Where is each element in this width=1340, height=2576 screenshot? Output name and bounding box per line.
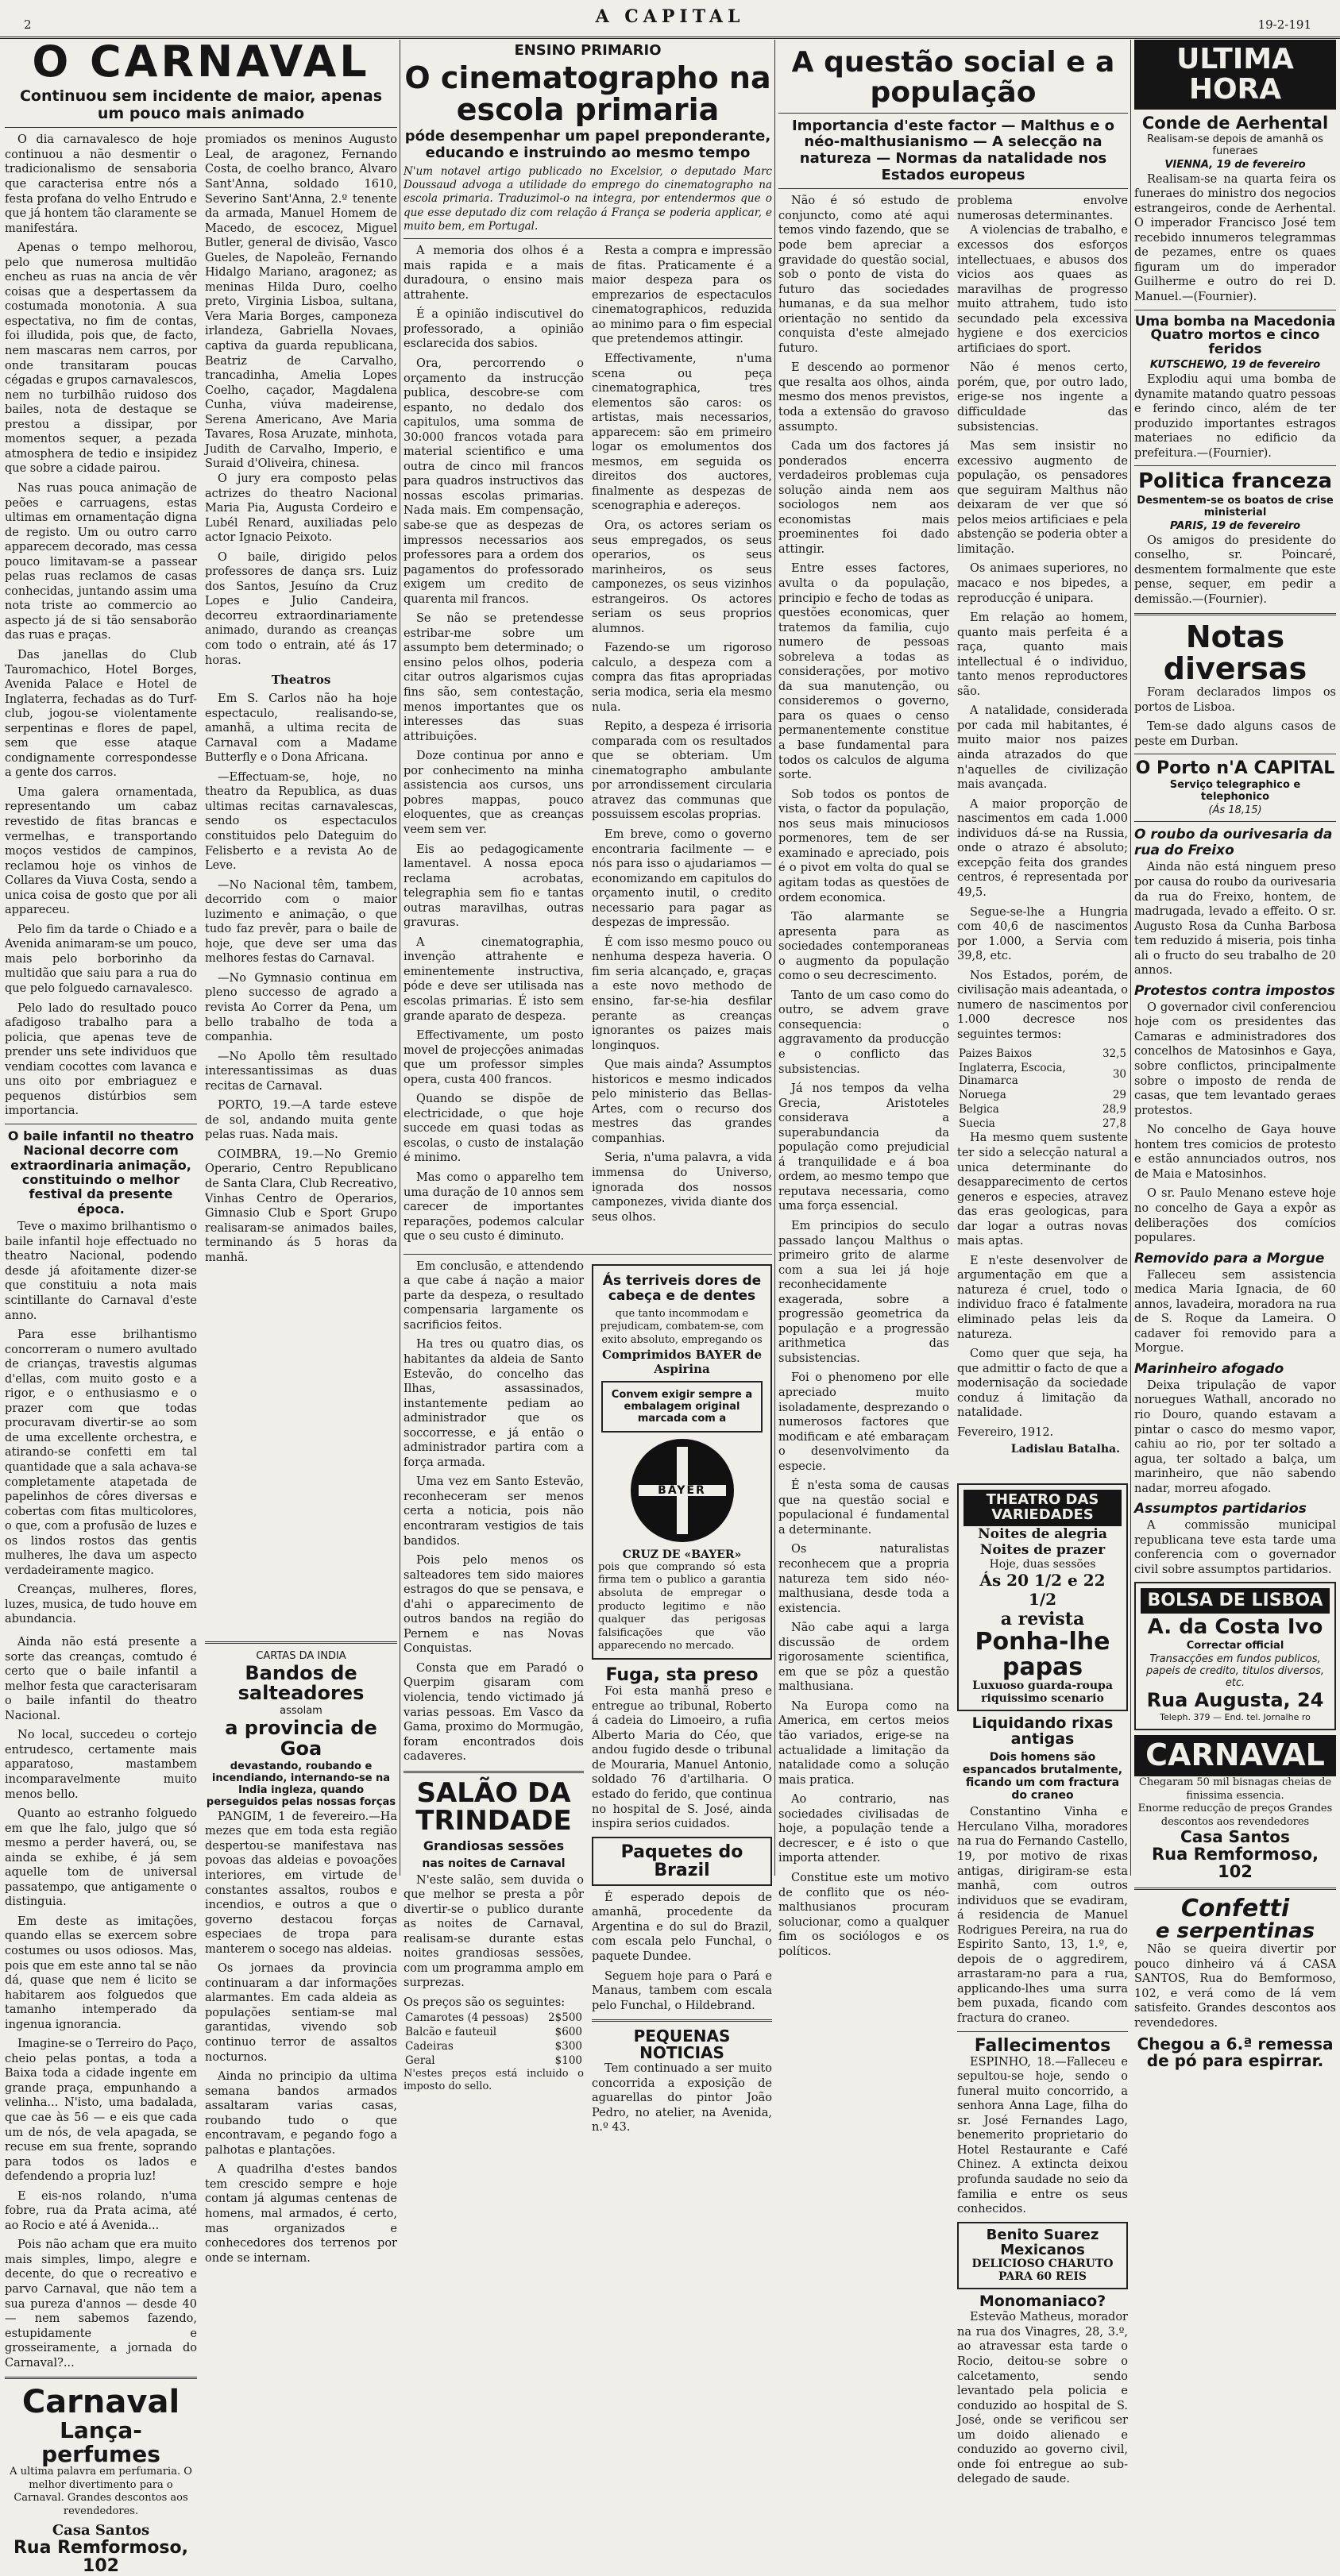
paragraph: Segue-se-lhe a Hungria com 40,6 de nascimentos por 1.000, a Servia com 39,8, etc. [957,905,1128,963]
carnaval-headline: O CARNAVAL [32,37,370,87]
paragraph: Foram declarados limpos os portos de Lisboa. [1134,686,1336,714]
paragraph: Uma vez em Santo Estevão, reconheceram ser menos certa a noticia, pois não encontraram vestigios de tais bandidos. [404,1475,584,1548]
questao-lower [778,1479,1128,2492]
paragraph: Para esse brilhantismo concorreram o numero avultado de crianças, travestis algumas d'ellas, com muito gosto e a rigor, e o enthusiasmo e o prazer com que todas procuravam divertir-se ao som de uma excellente orchestra, e atirando-se confetti em tal quantidade que a sala achava-se completamente atapetada de papelinhos de côres diversas e cobertas com fitas multicolores, o que, com a profusão de luzes e os lindos rostos das gentis mulheres, lhe dava um aspecto verdadeiramente magico. [5,1328,197,1577]
porto-time: (Ás 18,15) [1208,804,1262,817]
paragraph: Teve o maximo brilhantismo o baile infantil hoje effectuado no theatro Nacional, podendo desde já afoitamente dizer-se que constituiu a nota mais scintillante do Carnaval d'este anno. [5,1221,197,1322]
paragraph: Seguem hoje para o Pará e Manaus, tambem com escala pelo Funchal, o Hildebrand. [592,1969,772,2012]
bayer-notice-box [601,1381,763,1433]
paragraph: —No Nacional têm, tambem, decorrido com o maior luzimento e animação, o que tudo faz prevêr, para o baile de hoje, que deve ser uma das melhores festas do Carnaval. [205,878,397,966]
divider [5,2377,197,2379]
paragraph: —No Apollo têm resultado interessantissimas as duas recitas de Carnaval. [205,1050,397,1093]
salao-subhead: Grandiosas sessões [423,1838,565,1854]
paragraph: Pelo lado do resultado pouco afadigoso trabalho para a policia, que apenas teve de prender uns sete individuos que vendiam cocottes com lavanca e uns oito por embriaguez e pequenos distúrbios sem importancia. [5,1001,197,1118]
bolsa-text: Transacções em fundos publicos, papeis de credito, titulos diversos, etc. [1145,1652,1325,1689]
paragraph: N'este salão, sem duvida o que melhor se presta a pôr divertir-se o publico durante as noites de Carnaval, realisam-se durante estas noites grandiosas sessões, com um programma amplo em surprezas. [404,1873,584,1990]
theatro-title: THEATRO DAS VARIEDADES [963,1490,1122,1526]
paragraph: Em deste as imitações, quando ellas se exercem sobre costumes ou usos odiosos. Mas, pois que em este anno tal se não dá, quase que nem é licito se habitarem aos folguedos que tamanho intemperado da ingenua ignorancia. [5,1915,197,2031]
paragraph: Os animaes superiores, no macaco e nos bipedes, a reproducção é unipara. [957,562,1128,605]
ultima-subhead: Conde de Aerhental [1141,113,1329,133]
paragraph: Nos Estados, porém, de civilisação mais adeantada, o numero de nascimentos por 1.000 decresce nos seguintes termos: [957,969,1128,1041]
notas-headline: Notas diversas [1163,619,1307,687]
liquidando-headline: Liquidando rixas antigas [971,1714,1114,1748]
price-label: Camarotes (4 pessoas) [405,2011,529,2024]
questao-subhead: Importancia d'este factor — Malthus e o néo-malthusianismo — A selecção na natureza — Normas da natalidade nos Estados europeus [791,117,1115,183]
divider [205,1641,397,1644]
cinema-left [404,244,584,1249]
paragraph: E n'este desenvolver de argumentação em que a natureza é cruel, todo o individuo fraco é fatalmente eliminado pelas leis da natureza. [957,1254,1128,1341]
column-rule [1130,40,1131,1876]
cartas-subhead: assolam [280,1705,322,1718]
column-cinematographo [404,40,772,2134]
divider [1134,465,1336,466]
price-row [404,2039,584,2053]
paragraph: O governador civil conferenciou hoje com os presidentes das Camaras e administradores dos concelhos de Matosinhos e Gaya, sobre conflictos, principalmente sobre o imposto de renda de casas, que tem levantado geraes protestos. [1134,1001,1336,1117]
questao-body [778,194,1128,1479]
questao-right [957,194,1128,1479]
stats-country: Noruega [959,1089,1006,1102]
ultima-deck: Realisam-se depois de amanhã os funeraes [1147,133,1323,157]
paquetes-box [592,1837,772,1886]
divider [1134,821,1336,822]
salao-headline: SALÃO DA TRINDADE [415,1776,572,1838]
paragraph: Quanto ao estranho folguedo em que lhe falo, julgo que só mesmo a perder haverá, ou, se ainda se exhibe, é já sem aquelle tom de universal passatempo, que antigamente o distinguia. [5,1807,197,1909]
paragraph: Na Europa como na America, em certos meios tão variados, erige-se na actualidade a limitação da natalidade como a solução mais pratica. [778,1699,949,1787]
paquetes-headline: Paquetes do Brazil [620,1841,743,1880]
paragraph: Eis ao pedagogicamente lamentavel. A nossa epoca reclama acrobatas, telegraphia sem fio e tantas outras maravilhas, outras gravuras. [404,843,584,930]
cinema-lower-left [404,1259,584,2140]
dateline: KUTSCHEWO, 19 de fevereiro [1149,359,1321,372]
cartas-headline: Bandos de salteadores [237,1662,365,1705]
bolsa-phone: Teleph. 379 — End. tel. Jornalhe ro [1160,1712,1311,1723]
column-carnaval [5,37,397,2576]
paragraph: Pois pelo menos os salteadores tem sido maiores estragos do que se pensava, e d'ahi o apparecimento de outros bandos na região do Pernem e nas Novas Conquistas. [404,1554,584,1656]
cinema-body [404,244,772,1249]
paragraph: Nas ruas pouca animação de peões e carruagens, estas ultimas em ornamentação digna de registo. Um ou outro carro apparecem decorado, mas cessa pouco limitavam-se a passear pelas ruas reclamos de casas conhecidas, juntando assim uma nota triste ao commercio ao aspecto já de si tão sensaborão das ruas e praças. [5,481,197,642]
ad-text: A ultima palavra em perfumaria. O melhor divertimento para o Carnaval. Grandes descontos aos revendedores. [10,2466,192,2517]
stats-value: 30 [1112,1068,1126,1082]
divider [404,1771,584,1773]
paragraph: Ainda não está presente a sorte das creanças, comtudo é certo que o baile infantil a melhor festa que caracterisaram o baile infantil do theatro Nacional. [5,1636,197,1722]
theatro-line: Hoje, duas sessões [989,1558,1096,1571]
carnaval-ad-text: Chegaram 50 mil bisnagas cheias de finissima essencia. [1138,1776,1332,1802]
stats-value: 28,9 [1102,1103,1126,1116]
stats-row [957,1061,1128,1088]
bolsa-name: A. da Costa Ivo [1147,1614,1323,1639]
paragraph: E eis-nos rolando, n'uma fobre, rua da Prata acima, até ao Rocio e até á Avenida... [5,2189,197,2232]
paragraph: Não cabe aqui a larga discussão de ordem rigorosamente scientifica, em que se pôz a questão malthusiana. [778,1622,949,1694]
paragraph: Ainda no principio da ultima semana bandos armados assaltaram varias casas, roubando tudo o que encontravam, e pegando fogo a palhotas e plantações. [205,2070,397,2157]
page-number: 2 [24,17,32,32]
paragraph: Tanto de um caso como do outro, se advem grave consequencia: o aggravamento da producção e o conflicto das subsistencias. [778,989,949,1076]
roubo-headline: O roubo da ourivesaria da rua do Freixo [1134,827,1333,859]
theatro-tagline: Luxuoso guarda-roupa riquissimo scenario [972,1679,1113,1706]
partidarios-headline: Assumptos partidarios [1134,1501,1307,1517]
section-label: CARTAS DA INDIA [256,1650,346,1663]
prices-heading: Os preços são os seguintes: [404,1996,566,2009]
paragraph: Os naturalistas reconhecem que a propria natureza tem sido néo-malthusiana, desde toda a existencia. [778,1543,949,1615]
price-value: $100 [554,2053,582,2067]
paragraph: Já nos tempos da velha Grecia, Aristoteles considerava a superabundancia da população como prejudicial á tranquilidade e á boa ordem, ao mesmo tempo que reputava necessaria, como uma força essencial. [778,1082,949,1213]
cartas-india [205,1635,397,2575]
macedonia-subhead: Quatro mortos e cinco feridos [1150,327,1320,358]
paragraph: Das janellas do Club Tauromachico, Hotel Borges, Avenida Palace e Hotel de Inglaterra, fechadas as do Turf-club, jogou-se violentamente serpentinas e flores de papel, sem que esse ataque condignamente correspondesse a gente dos carros. [5,648,197,780]
confetti-footer: Chegou a 6.ª remessa de pó para espirrar. [1137,2034,1334,2070]
coimbra-dispatch: COIMBRA, 19.—No Gremio Operario, Centro Republicano de Santa Clara, Club Recreativo, Vinhas Centro de Operarios, Gimnasio Club e Sport Grupo realisaram-se animados bailes, terminando ás 5 horas da manhã. [205,1147,397,1264]
paragraph: Constantino Vinha e Herculano Vilha, moradores na rua do Fernando Castello, 19, por motivo de rixas antigas, dirigiram-se esta manhã, com outros individuos que se evadiram, á residencia de Manuel Rodrigues Pereira, na rua do Espirito Santo, 13, 1.º, e, depois de o aggredirem, arrastaram-no para a rua, applicando-lhes uma surra bem puxada, ficando com fractura do craneo. [957,1806,1128,2025]
carnaval-right [205,133,397,1632]
carnaval-ad-text-2: Enorme reducção de preços Grandes descontos aos revendedores [1137,1803,1333,1828]
cinema-intro: N'um notavel artigo publicado no Excelsior, o deputado Marc Doussaud advoga a utilidade do emprego do cinematographo na escola primaria. Traduzimol-o na integra, por entendermos que o que esse deputado diz com relação á França se poderia applicar, e muito bem, em Portugal. [404,164,772,233]
paragraph: promiados os meninos Augusto Leal, de aragonez, Fernando Costa, de coelho branco, Alvaro Sant'Anna, soldado 1610, Severino Sant'Anna, 2.º tenente da armada, Manuel Homem de Macedo, de escocez, Miguel Butler, general de divisão, Vasco Gueles, de Napoleão, Fernando Hidalgo Mariano, aragonez; as meninas Hilda Duro, coelho preto, Virginia Lisboa, sultana, Vera Maria Borges, camponeza irlandeza, Gabriella Novaes, captiva da guarda republicana, Beatriz de Carvalho, trancadinha, Amelia Lopes Coelho, caçador, Magdalena Cunha, viúva madeirense, Serena Americano, Ave Maria Tavares, Rosa Aruzate, minhota, Judith de Carvalho, Imperio, e Suraid d'Oliveira, chinesa. [205,133,397,471]
column-questao-social [778,40,1128,2486]
paragraph: E descendo ao pormenor que resalta aos olhos, ainda mesmo dos menos previstos, toda a extensão do gravoso assumpto. [778,361,949,434]
paragraph: O jury era composto pelas actrizes do theatro Nacional Maria Pia, Augusta Cordeiro e Lubél Renard, auxiliadas pelo actor Ignacio Peixoto. [205,472,397,545]
price-value: 2$500 [548,2011,582,2024]
paragraph: Não é só estudo de conjuncto, como até aqui temos vindo fazendo, que se pode bem apreciar a gravidade do questão social, sob o ponto de vista do futuro das sociedades humanas, e da sua melhor orientação no sentido da conquista d'este almejado futuro. [778,195,949,355]
porto-dispatch: PORTO, 19.—A tarde esteve de sol, andando muita gente pelas ruas. Nada mais. [205,1099,397,1142]
porto-headline: O Porto n'A CAPITAL [1135,758,1335,779]
dateline: PARIS, 19 de fevereiro [1169,519,1301,532]
price-value: $300 [554,2039,582,2053]
cinema-headline: O cinematographo na escola primaria [404,60,771,127]
paragraph: ESPINHO, 18.—Falleceu e sepultou-se hoje, sendo o funeral muito concorrido, a senhora Anna Lage, filha do sr. José Fernandes Lago, benemerito proprietario do Hotel Restaurante e Café Chinez. A extincta deixou profunda saudade no seio da familia e entre os seus conhecidos. [957,2055,1128,2216]
article-date: Fevereiro, 1912. [957,1425,1054,1439]
macedonia-headline: Uma bomba na Macedonia [1134,313,1336,330]
stats-value: 27,8 [1102,1117,1126,1131]
paragraph: Realisam-se na quarta feira os funeraes do ministro dos negocios estrangeiros, conde de Aerhental. O imperador Francisco José tem recebido innumeros telegrammas de pezames, entre os quaes figuram um do imperador Guilherme e outro do rei D. Manuel.—(Fournier). [1134,172,1336,304]
paragraph: Mas sem insistir no excessivo augmento de população, os pensadores que seguiram Malthus não deixaram de ver que só pelos meios artificiaes e pela abstenção se poderia obter a limitação. [957,440,1128,556]
paragraph: Repito, a despeza é irrisoria comparada com os resultados que se obteriam. Um cinematographo ambulante por arrondissement circularia atravez das communas que possuissem escolas proprias. [592,720,772,822]
stats-row [957,1047,1128,1061]
paragraph: Deixa tripulação de vapor noruegues Wathall, ancorado no rio Douro, quando estavam a pintar o casco do mesmo vapor, cahiu ao rio, por ter soltado a agua, ter soltado a balça, um marinheiro, que não sabendo nadar, morreu afogado. [1134,1379,1336,1495]
paragraph: A cinematographia, invenção attrahente e eminentemente instructiva, póde e deve ser utilisada nas escolas primarias. É isto sem grande aparato de despeza. [404,935,584,1023]
stats-value: 29 [1112,1089,1126,1102]
salao-subhead-2: nas noites de Carnaval [422,1857,566,1870]
questao-left [778,194,949,1479]
column-rule [774,40,775,1876]
paragraph: Seria, n'uma palavra, a vida immensa do Universo, ignorada dos nossos camponezes, vivida diante dos seus olhos. [592,1151,772,1224]
paragraph: Effectivamente, um posto movel de projecções animadas que um professor simples opera, custa 400 francos. [404,1029,584,1086]
bayer-text: que tanto incommodam e prejudicam, combatem-se, com exito absoluto, empregando os [600,1307,764,1347]
page-date: 19-2-191 [1257,17,1311,32]
protestos-headline: Protestos contra impostos [1134,982,1335,999]
paragraph: A commissão municipal republicana teve esta tarde uma conferencia com o governador civil sobre assumptos partidarios. [1134,1519,1336,1576]
carnaval-subhead: Continuou sem incidente de maior, apenas um pouco mais animado [19,87,383,122]
fallecimentos-headline: Fallecimentos [974,2035,1111,2056]
paragraph: É n'esta soma de causas que na questão social e populacional é fundamental a determinante. [778,1479,949,1537]
price-row [404,2011,584,2025]
prices-table [404,2011,584,2068]
carnaval-lower [5,1635,397,2575]
paragraph: Os amigos do presidente do conselho, sr. Poincaré, desmentem formalmente que este pense, sequer, em pedir a demissão.—(Fournier). [1134,534,1336,606]
paragraph: Cada um dos factores já ponderados encerra verdadeiros problemas cuja solução ainda nem aos sociologos nem aos economistas mais proeminentes foi dado attingir. [778,440,949,556]
bayer-ad [592,1264,772,1660]
paragraph: Falleceu sem assistencia medica Maria Ignacia, de 60 annos, lavadeira, moradora na rua de S. Roque da Lameira. O cadaver foi removido para a Morgue. [1134,1268,1336,1355]
paragraph: Pois não acham que era muito mais simples, limpo, alegre e decente, do que o recreativo e parvo Carnaval, que não tem a sua pureza d'annos — desde 40 — nem sabemos fazendo, estupidamente e grosseiramente, a jornada do Carnaval?... [5,2239,197,2370]
bolsa-role: Correctar official [1186,1639,1284,1652]
pequenas-headline: PEQUENAS NOTICIAS [633,2026,731,2063]
divider [592,2019,772,2022]
price-row [404,2053,584,2068]
paragraph: Foi o phenomeno por elle apreciado muito isoladamente, desprezando o numerosos factores que modificam e até embaraçam o desenvolvimento da especie. [778,1371,949,1473]
paragraph: Ha tres ou quatro dias, os habitantes da aldeia de Santo Estevão, do concelho das Ilhas, assassinados, instantemente pediam ao administrador que os soccorresse, e já então o administrador partira com a força armada. [404,1338,584,1469]
theatro-line: Noites de prazer [979,1542,1106,1559]
paragraph: Não se queira divertir por pouco dinheiro vá á CASA SANTOS, Rua do Bemformoso, 102, e verá como de lá vem satisfeito. Grandes descontos aos revendedores. [1134,1943,1336,2030]
paragraph: Em S. Carlos não ha hoje espectaculo, realisando-se, amanhã, a ultima recita de Carnaval com a Madame Butterfly e o Dona Africana. [205,692,397,765]
bayer-cross-icon [631,1439,734,1542]
stats-country: Belgica [959,1103,999,1116]
charuto-subhead: DELICIOSO CHARUTO PARA 60 REIS [971,2258,1114,2284]
monomaniaco-headline: Monomaniaco? [979,2293,1106,2311]
paragraph: Em relação ao homem, quanto mais perfeita é a raça, quanto mais intellectual é o individuo, tanto menos reproductores são. [957,611,1128,698]
divider [404,1254,772,1255]
paragraph: Tem continuado a ser muito concorrida a exposição de aguarellas do pintor João Pedro, no atelier, na Avenida, n.º 43. [592,2062,772,2134]
paragraph: Em breve, como o governo encontraria facilmente — e nós para isso o ajudariamos — economizando em capitulos do orçamento inutil, o credito necessario para pagar as despezas de impressão. [592,827,772,930]
paragraph: No concelho de Gaya houve hontem tres comicios de protesto e estão annunciados outros, nos de Maia e Matosinhos. [1134,1124,1336,1181]
paragraph: Como quer que seja, ha que admittir o facto de que a modernisação da sociedade conduz á limitação da natalidade. [957,1348,1128,1420]
bayer-headline: Ás terriveis dores de cabeça e de dentes [602,1272,762,1305]
paragraph: Resta a compra e impressão de fitas. Praticamente é a maior despeza para os emprezarios de espectaculos cinematographicos, reduzida ao minimo para o fim especial que pretendemos attingir. [592,245,772,346]
carnaval-ad-headline: CARNAVAL [1134,1735,1336,1776]
price-row [404,2025,584,2039]
paragraph: Explodiu aqui uma bomba de dynamite matando quatro pessoas e ferindo cinco, além de ter produzido importantes estragos materiaes no edificio da prefeitura.—(Fournier). [1134,373,1336,460]
stats-row [957,1116,1128,1131]
cartas-subhead-2: a provincia de Goa [225,1717,377,1760]
paragraph: Pelo fim da tarde o Chiado e a Avenida animaram-se um pouco, mais pelo borborinho da multidão que saiu para a rua do que pelo folguedo carnavalesco. [5,923,197,995]
paragraph: Não é menos certo, porém, que, por outro lado, erige-se nos ingente a difficuldade das subsistencias. [957,361,1128,434]
paragraph: Effectivamente, n'uma scena ou peça cinematographica, tres elementos são caros: os artistas, mais necessarios, apparecem: são em primeiro logar os emolumentos dos mesmos, em seguida os direitos dos auctores, finalmente as despezas de scenographia e adereços. [592,353,772,513]
fuga-headline: Fuga, sta preso [605,1665,759,1686]
bayer-notice: Convem exigir sempre a embalagem original marcada com a [611,1388,753,1425]
divider [1134,613,1336,615]
theatro-show: Ponha-lhe papas [975,1628,1110,1681]
cinema-right [592,244,772,1249]
liquidando-subhead: Dois homens são espancados brutalmente, ficando um com fractura do craneo [962,1750,1123,1803]
bolsa-headline: BOLSA DE LISBOA [1141,1588,1330,1613]
carnaval-ad [5,2385,197,2574]
paragraph: Quando se dispõe de electricidade, o que hoje succede em quasi todas as escolas, o custo de instalação é minimo. [404,1093,584,1165]
franceza-headline: Politica franceza [1137,469,1332,494]
charuto-ad [957,2222,1128,2290]
paragraph: Em conclusão, e attendendo a que cabe á nação a maior parte da despeza, o resultado compensaria largamente os sacrificios feitos. [404,1259,584,1332]
divider [778,188,1128,189]
paragraph: Imagine-se o Terreiro do Paço, cheio pelas pontas, a toda a Baixa toda a cidade ingente em grande praça, empunhando a velinha... N'isto, uma badalada, que cae às 56 — e eis que cada um de nós, de vela apagada, se recuse em sua frente, soprando para todos os lados e defendendo a propria luz! [5,2038,197,2184]
morgue-headline: Removido para a Morgue [1134,1250,1325,1267]
paragraph: Ao contrario, nas sociedades civilisadas de hoje, a população tende a decrescer, e é isto o que importa attender. [778,1793,949,1865]
carnaval-ad-shop: Casa Santos [1180,1827,1290,1847]
porto-subhead: Serviço telegraphico e telephonico [1169,779,1301,804]
stats-value: 32,5 [1102,1047,1126,1061]
paragraph: —No Gymnasio continua em pleno successo de agrado a revista Ao Correr da Pena, um bello trabalho de toda a companhia. [205,971,397,1044]
franceza-subhead: Desmentem-se os boatos de crise ministerial [1137,494,1334,519]
paragraph: Sob todos os pontos de vista, o factor da população, nos seus mais minuciosos pormenores, tem de ser examinado e apreciado, pois é o pivot em volta do qual se agitam todas as questões de ordem economica. [778,788,949,904]
paragraph: A quadrilha d'estes bandos tem crescido sempre e hoje contam já algumas centenas de homens, mal armados, é certo, mas organizados e conhecedores dos terrenos por onde se internam. [205,2163,397,2265]
stats-country: Paizes Baixos [959,1047,1033,1061]
paragraph: Ainda não está ninguem preso por causa do roubo da ourivesaria da rua do Freixo, hontem, de madrugada, levado a effeito. O sr. Augusto Rosa da Cunha Barbosa tem reduzido á miseria, pois tinha ali o fructo do seu trabalho de 20 annos. [1134,861,1336,978]
questao-lower-left [778,1479,949,2492]
questao-lower-right [957,1479,1128,2492]
paragraph: A maior proporção de nascimentos em cada 1.000 individuos dá-se na Russia, onde o atrazo é absoluto; excepção feita dos grandes centros, é representada por 49,5. [957,797,1128,899]
confetti-headline: Confetti [1180,1894,1290,1922]
paragraph: Estevão Matheus, morador na rua dos Vinagres, 28, 3.º, ao atravessar esta tarde o Rocio, deitou-se sobre o calcetamento, sendo levantado pela policia e conduzido ao hospital de S. José, onde se verificou ser um doido alienado e conduzido ao governo civil, onde foi entregue ao sub-delegado de saude. [957,2311,1128,2486]
price-value: $600 [554,2025,582,2038]
paragraph: Doze continua por anno e por conhecimento na minha assistencia aos cursos, uns pobres mappas, pouco eloquentes, que as creanças veem sem ver. [404,750,584,836]
ad-shop: Casa Santos [52,2521,150,2539]
price-label: Balcão e fauteuil [405,2025,497,2038]
divider [957,2031,1128,2032]
paragraph: Ora, os actores seriam os seus empregados, os seus operarios, os seus marinheiros, os seus camponezes, os seus vizinhos estrangeiros. Os actores seriam os seus proprios alumnos. [592,519,772,635]
masthead [0,0,1340,39]
paragraph: Tão alarmante se apresenta para as sociedades contemporaneas o augmento da população como o seu decrescimento. [778,911,949,983]
dateline: VIENNA, 19 de fevereiro [1164,158,1306,171]
paragraph: Constitue este um motivo de conflito que os néo-malthusianos procuram solucionar, como a qualquer fim os sociólogos e os políticos. [778,1871,949,1958]
theatro-line: a revista [1000,1609,1085,1630]
cinema-subhead: póde desempenhar um papel preponderante, educando e instruindo ao mesmo tempo [404,128,771,162]
divider [778,113,1128,114]
theatres-heading: Theatros [271,673,331,688]
paragraph: O sr. Paulo Menano esteve hoje no concelho de Gaya a expôr as deliberações dos comícios populares. [1134,1187,1336,1245]
afogado-headline: Marinheiro afogado [1134,1360,1284,1377]
paragraph: Que mais ainda? Assumptos historicos e mesmo indicados pelo ministerio das Bellas-Artes, com o recurso dos mestres das grandes companhias. [592,1059,772,1145]
paragraph: A memoria dos olhos é a mais rapida e a mais duradoura, o ensino mais attrahente. [404,245,584,302]
paragraph: Foi esta manhã preso e entregue ao tribunal, Roberto á cadeia do Limoeiro, a rufia Alberto Maria do Céo, que andou fugido desde o tribunal de Mouraria, Manuel Antonio, soldado 76 d'artilharia. O estado do ferido, que continua no hospital de S. José, ainda inspira serios cuidados. [592,1685,772,1831]
paragraph: Uma galera ornamentada, representando um cabaz revestido de fitas brancas e vermelhas, e transportando moços vestidos de campinos, reclamou hoje os vinhos de Collares da Viuva Costa, sendo a unica coisa de gosto que por ali appareceu. [5,785,197,917]
stats-row [957,1088,1128,1102]
ad-title: Carnaval [21,2384,180,2421]
theatro-times: Ás 20 1/2 e 22 1/2 [979,1571,1106,1610]
paragraph: Em principios do seculo passado lançou Malthus o primeiro grito de alarme com a sua lei já hoje reconhecidamente exagerada, sobre a progressão geometrica da população e a progressão arithmetica das subsistencias. [778,1219,949,1365]
paragraph: —Effectuam-se, hoje, no theatro da Republica, as duas ultimas recitas carnavalescas, sendo os espectaculos constituidos pelo Dateguim do Felisberto e a revista Ao de Leve. [205,770,397,873]
divider [5,127,397,128]
article-signature: Ladislau Batalha. [1010,1443,1120,1456]
paragraph: Creanças, mulheres, flores, luzes, musica, de tudo houve em abundancia. [5,1583,197,1626]
newspaper-title: A CAPITAL [595,6,745,27]
confetti-subhead: e serpentinas [1155,1919,1315,1943]
baile-infantil-headline: O baile infantil no theatro Nacional decorre com extraordinaria animação, constituindo o melhor festival da presente época. [7,1128,195,1217]
paragraph: O dia carnavalesco de hoje continuou a não desmentir o tradicionalismo de sensaboria que caracterisa entre nós a festa profana do velho Entrudo e que já hontem tão claramente se manifestára. [5,133,197,235]
theatro-variedades-ad [957,1483,1128,1711]
questao-headline: A questão social e a população [791,46,1115,109]
paragraph: É a opinião indiscutivel do professorado, a opinião esclarecida dos sabios. [404,308,584,351]
paragraph: Mas como o apparelho tem uma duração de 10 annos sem carecer de importantes reparações, podemos calcular que o seu custo é diminuto. [404,1170,584,1244]
kicker: ENSINO PRIMARIO [514,42,662,59]
bolsa-ad [1134,1582,1336,1730]
paragraph: A natalidade, considerada por cada mil habitantes, é muito maior nos paizes ainda atrazados do que n'aquelles de civilização mais avançada. [957,704,1128,792]
paragraph: Apenas o tempo melhorou, pelo que numerosa multidão encheu as ruas na ancia de vêr coisas que a despertassem da costumada monotonia. A sua espectativa, no fim de contas, foi illudida, pois que, de facto, nem mascaras nem carros, por onde transitaram poucas cégadas e grupos carnavalescos, nem no turbilhão ruidoso dos bailes, nota de destaque se prestou a dissipar, por momentos sequer, a pezada atmosphera de tedio e insipidez que sobre a cidade pairou. [5,241,197,476]
bayer-cross-title: CRUZ DE «BAYER» [622,1548,742,1561]
paragraph: Os jornaes da provincia continuaram a dar informações alarmantes. Em cada aldeia as populações sentiam-se mal garantidas, vivendo sob continuo terror de assaltos nocturnos. [205,1962,397,2064]
cinema-lower [404,1259,772,2140]
stats-country: Suecia [959,1117,995,1131]
ad-address: Rua Remformoso, 102 [13,2537,189,2576]
paragraph: O baile, dirigido pelos professores de dança srs. Luiz dos Santos, Jesuíno da Cruz Lopes e Julio Candeira, decorreu extraordinariamente animado, durando as creanças com todo o entrain, até ás 17 horas. [205,550,397,667]
price-label: Geral [405,2053,435,2067]
stats-country: Inglaterra, Escocia, Dinamarca [959,1062,1066,1088]
divider [404,238,772,239]
bayer-cross-text: pois que comprando só esta firma tem o publico a garantia absoluta de empregar o producto legitimo e não qualquer das perigosas falsificações que vão apparecendo no mercado. [598,1560,766,1652]
column-ultima-hora [1134,40,1336,2070]
paragraph: PANGIM, 1 de fevereiro.—Ha mezes que em toda esta região despertou-se manifestava nas povoas das aldeias e povoações interiores, em virtude de constantes assaltos, roubos e incendios, e outros a que o governo destacou forças especiaes de tropa para manterem o socego nas aldeias. [205,1810,397,1956]
bolsa-address: Rua Augusta, 24 [1146,1688,1324,1711]
bayer-logo-word: BAYER [658,1483,706,1497]
ad-subtitle: Lança-perfumes [41,2417,160,2467]
stats-row [957,1102,1128,1116]
paragraph: Fazendo-se um rigoroso calculo, a despeza com a compra das fitas apropriadas seria modica, seria ela mesmo nula. [592,642,772,714]
paragraph: Se não se pretendesse estribar-me sobre um assumpto bem determinado; o ensino pelos olhos, poderia citar outros algarismos cujas fins são, sem contestação, menos importantes que os interesses das suas attribuições. [404,612,584,743]
paragraph: Entre esses factores, avulta o da população, principio e fecho de todas as questões economicas, quer tratemos da familia, cujo numero de pessoas sobreleva a todas as considerações, por motivo da sua manutenção, ou consideremos o governo, para os quaes o censo permanentemente constitue a base fundamental para todos os calculos de alguma sorte. [778,562,949,782]
price-label: Cadeiras [405,2039,454,2053]
carnaval-lower-left [5,1635,197,2575]
carnaval-body [5,133,397,1632]
bayer-product: Comprimidos BAYER de Aspirina [601,1347,763,1376]
carnaval-ad-address: Rua Remformoso, 102 [1151,1845,1319,1882]
paragraph: No local, succedeu o cortejo entrudesco, certamente mais apparatoso, mastambem incomparavelmente muito menos bello. [5,1729,197,1801]
paragraph: É com isso mesmo pouco ou nenhuma despeza haveria. O fim seria alcançado, e, graças a este novo methodo de ensino, far-se-hia desfilar perante as creanças ignorantes os paizes mais longinquos. [592,935,772,1052]
ultima-hora-headline: ULTIMA HORA [1134,40,1336,110]
divider [1134,1888,1336,1890]
paragraph: É esperado depois de amanhã, procedente da Argentina e do sul do Brazil, com escala pelo Funchal, o paquete Dundee. [592,1891,772,1963]
carnaval-left [5,133,197,1632]
paragraph: Ora, percorrendo o orçamento da instrucção publica, descobre-se com espanto, no dedalo dos capitulos, uma somma de 30:000 francos votada para material scientifico e uma outra de cinco mil francos para quadros instructivos das nossas escolas primarias. Nada mais. Em compensação, sabe-se que as despezas de impressos necessarios aos professores para a ordem dos pagamentos do professorado exigem um credito de quarenta mil francos. [404,357,584,606]
paragraph: A violencias de trabalho, e excessos dos esforços intellectuaes, e abusos dos vicios aos quaes as maravilhas de progresso muito attrahem, tudo isto secundado pela excessiva hygiene e dos exercicios artificiaes do sport. [957,224,1128,355]
salao-trindade [404,1776,584,2094]
paragraph: Consta que em Paradó o Querpim gisaram com violencia, tendo victimado já varias pessoas. Em Vasco da Gama, proximo do Mormugão, foram encontrados dois cadaveres. [404,1661,584,1764]
paragraph: problema envolve numerosas determinantes. [957,195,1128,222]
theatro-line: Noites de alegria [978,1526,1107,1543]
natality-table [957,1047,1128,1131]
cinema-lower-right [592,1259,772,2140]
paragraph: Ha mesmo quem sustente ter sido a selecção natural a unica determinante do desapparecimento de certos generos e especies, atravez das eras geologicas, para dar logar a outras novas mais aptas. [957,1132,1128,1248]
salao-footer: N'estes preços está incluido o imposto do sello. [404,2067,584,2093]
paragraph: Tem-se dado alguns casos de peste em Durban. [1134,720,1336,748]
cartas-deck: devastando, roubando e incendiando, internando-se na India ingleza, quando perseguidos pelas nossas forças [206,1760,396,1808]
charuto-headline: Benito Suarez Mexicanos [986,2226,1099,2258]
